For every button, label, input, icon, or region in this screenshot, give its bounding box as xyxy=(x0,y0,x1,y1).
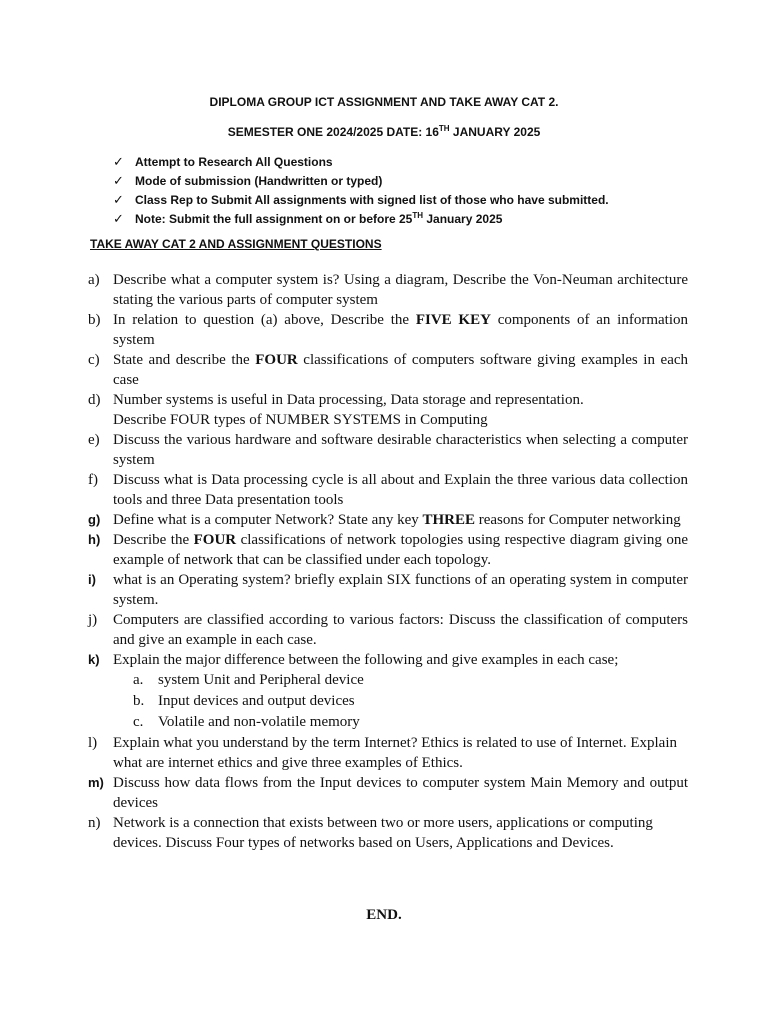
question-c: c) State and describe the FOUR classifications of computers software giving examples in each case xyxy=(88,352,689,388)
instruction-item: ✓ Attempt to Research All Questions xyxy=(113,154,333,169)
instruction-list xyxy=(113,152,609,228)
instruction-item: ✓ Mode of submission (Handwritten or typed) xyxy=(113,173,383,188)
question-k: k) Explain the major difference between the following and give examples in each case; a. system Unit and Peripheral device b. Input devices and output devices c. Volatile and non-volatile memory xyxy=(88,650,688,733)
question-f: f) Discuss what is Data processing cycle is all about and Explain the three various data collection tools and three Data presentation tools xyxy=(88,472,688,508)
question-a: a) Describe what a computer system is? Using a diagram, Describe the Von-Neuman architecture stating the various parts of computer system xyxy=(88,272,688,308)
checkmark-icon: ✓ xyxy=(113,211,124,226)
question-l: l) Explain what you understand by the term Internet? Ethics is related to use of Internet. Explain what are internet ethics and give three examples of Ethics. xyxy=(88,735,677,771)
question-n: n) Network is a connection that exists between two or more users, applications or computing devices. Discuss Four types of networks based on Users, Applications and Devices. xyxy=(88,815,653,851)
document-title: DIPLOMA GROUP ICT ASSIGNMENT AND TAKE AWAY CAT 2. xyxy=(209,95,559,109)
question-d: d) Number systems is useful in Data processing, Data storage and representation. Describe FOUR types of NUMBER SYSTEMS in Computing xyxy=(88,392,584,428)
question-g: g) Define what is a computer Network? State any key THREE reasons for Computer networking xyxy=(88,512,681,528)
checkmark-icon: ✓ xyxy=(113,154,124,169)
checkmark-icon: ✓ xyxy=(113,192,124,207)
end-marker: END. xyxy=(366,907,402,923)
semester-date-line: SEMESTER ONE 2024/2025 DATE: 16TH JANUARY 2025 xyxy=(227,124,541,139)
question-e: e) Discuss the various hardware and software desirable characteristics when selecting a computer system xyxy=(88,432,688,468)
section-heading: TAKE AWAY CAT 2 AND ASSIGNMENT QUESTIONS xyxy=(90,237,382,251)
instruction-item: ✓ Class Rep to Submit All assignments with signed list of those who have submitted. xyxy=(113,192,609,207)
checkmark-icon: ✓ xyxy=(113,173,124,188)
question-list xyxy=(88,270,688,853)
sub-item: b. Input devices and output devices xyxy=(133,693,355,709)
sub-item: c. Volatile and non-volatile memory xyxy=(133,714,360,730)
question-h: h) Describe the FOUR classifications of network topologies using respective diagram giving one example of network that can be classified under each topology. xyxy=(88,532,689,568)
question-m: m) Discuss how data flows from the Input devices to computer system Main Memory and output devices xyxy=(88,775,688,811)
instruction-item: ✓ Note: Submit the full assignment on or before 25TH January 2025 xyxy=(113,211,503,226)
sub-item: a. system Unit and Peripheral device xyxy=(133,672,364,688)
question-b: b) In relation to question (a) above, Describe the FIVE KEY components of an information system xyxy=(88,312,688,348)
question-i: i) what is an Operating system? briefly explain SIX functions of an operating system in computer system. xyxy=(88,572,688,608)
question-j: j) Computers are classified according to various factors: Discuss the classification of computers and give an example in each case. xyxy=(88,612,688,648)
question-k-subitems xyxy=(113,670,688,733)
